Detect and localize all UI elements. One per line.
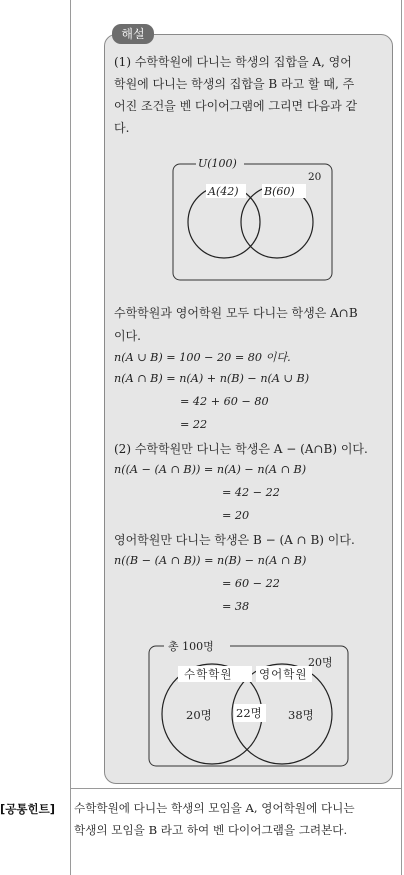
part1-equation-result: = 22 — [180, 418, 208, 431]
venn2-label-english: 영어학원 — [259, 667, 308, 681]
intro-line-1: (1) 수학학원에 다니는 학생의 집합을 A, 영어 — [114, 55, 352, 69]
part2-equation-b-step: = 60 − 22 — [222, 577, 280, 590]
venn2-english-only-count: 38명 — [288, 708, 314, 722]
part1-equation-union: n(A ∪ B) = 100 − 20 = 80 이다. — [114, 351, 291, 364]
intro-line-3: 어진 조건을 벤 다이어그램에 그리면 다음과 같 — [114, 99, 358, 113]
part2-equation-a-step: = 42 − 22 — [222, 486, 280, 499]
part2-equation-b-result: = 38 — [222, 600, 250, 613]
part2-line-1: (2) 수학학원만 다니는 학생은 A − (A∩B) 이다. — [114, 442, 368, 456]
venn2-both-count: 22명 — [236, 706, 262, 720]
part1-line-2: 이다. — [114, 329, 141, 343]
common-hint-label: [공통힌트] — [0, 802, 55, 816]
part2-line-2: 영어학원만 다니는 학생은 B − (A ∩ B) 이다. — [114, 533, 355, 547]
part2-equation-a-result: = 20 — [222, 509, 250, 522]
part1-equation-intersection: n(A ∩ B) = n(A) + n(B) − n(A ∪ B) — [114, 372, 310, 385]
common-hint-line-2: 학생의 모임을 B 라고 하여 벤 다이어그램을 그려본다. — [74, 823, 348, 837]
venn1-outside-count: 20 — [308, 171, 322, 183]
part1-equation-step-1: = 42 + 60 − 80 — [180, 395, 269, 408]
intro-line-4: 다. — [114, 121, 130, 135]
part2-equation-a-only: n((A − (A ∩ B)) = n(A) − n(A ∩ B) — [114, 463, 307, 476]
venn-diagram-sets — [172, 158, 334, 282]
part2-equation-b-only: n((B − (A ∩ B)) = n(B) − n(A ∩ B) — [114, 554, 307, 567]
venn1-universe-label: U(100) — [198, 158, 237, 170]
venn1-set-b-label: B(60) — [264, 185, 295, 198]
venn2-total-label: 총 100명 — [168, 640, 214, 653]
venn-diagram-counts — [148, 636, 350, 768]
venn2-math-only-count: 20명 — [186, 708, 212, 722]
venn2-label-math: 수학학원 — [184, 667, 233, 681]
venn1-set-a-label: A(42) — [208, 185, 239, 198]
solution-tag: 해설 — [112, 24, 154, 44]
common-hint-text — [74, 797, 400, 841]
section-divider — [70, 788, 402, 789]
venn2-outside-count: 20명 — [308, 656, 333, 669]
part1-line-1: 수학학원과 영어학원 모두 다니는 학생은 A∩B — [114, 306, 358, 320]
intro-line-2: 학원에 다니는 학생의 집합을 B 라고 할 때, 주 — [114, 77, 355, 91]
common-hint-line-1: 수학학원에 다니는 학생의 모임을 A, 영어학원에 다니는 — [74, 801, 355, 815]
